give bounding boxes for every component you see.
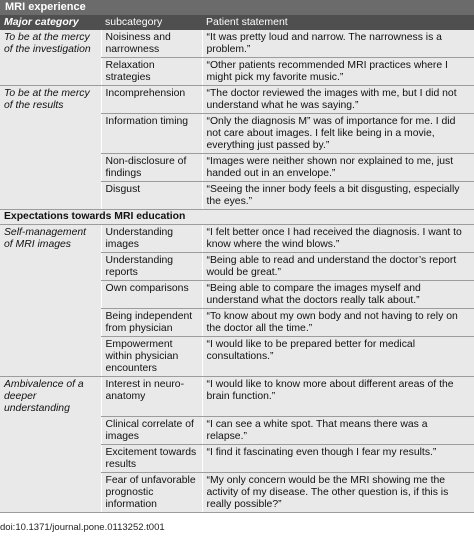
subcategory-cell: Being independent from physician <box>101 309 202 337</box>
major-category-cell <box>0 182 101 210</box>
header-major-category: Major category <box>0 15 101 30</box>
subcategory-cell: Interest in neuro-anatomy <box>101 377 202 417</box>
subcategory-cell: Fear of unfavorable prognostic information <box>101 472 202 512</box>
major-category-cell <box>0 281 101 309</box>
table-row <box>0 337 474 377</box>
major-category-cell <box>0 416 101 444</box>
statement-cell: “Being able to compare the images myself and understand what the doctors really talk about.” <box>202 281 474 309</box>
statement-cell: “Being able to read and understand the doctor’s report would be great.” <box>202 253 474 281</box>
major-category-cell <box>0 472 101 512</box>
subcategory-cell: Excitement towards results <box>101 444 202 472</box>
subcategory-cell: Information timing <box>101 114 202 154</box>
major-category-cell <box>0 309 101 337</box>
subcategory-cell: Non-disclosure of findings <box>101 154 202 182</box>
major-category-cell <box>0 58 101 86</box>
subcategory-cell: Understanding images <box>101 225 202 253</box>
statement-cell: “To know about my own body and not having to rely on the doctor all the time.” <box>202 309 474 337</box>
table-row <box>0 377 474 417</box>
major-category-cell <box>0 114 101 154</box>
statement-cell: “It was pretty loud and narrow. The narrowness is a problem.” <box>202 30 474 58</box>
subcategory-cell: Understanding reports <box>101 253 202 281</box>
statement-cell: “The doctor reviewed the images with me, but I did not understand what he was saying.” <box>202 86 474 114</box>
table-row <box>0 114 474 154</box>
table-row <box>0 472 474 512</box>
table-row <box>0 281 474 309</box>
major-category-cell: Self-management of MRI images <box>0 225 101 253</box>
major-category-cell: Ambivalence of a deeper understanding <box>0 377 101 417</box>
table-row <box>0 253 474 281</box>
subcategory-cell: Empowerment within physician encounters <box>101 337 202 377</box>
table-row <box>0 416 474 444</box>
subcategory-cell: Relaxation strategies <box>101 58 202 86</box>
major-category-cell <box>0 253 101 281</box>
statement-cell: “I felt better once I had received the diagnosis. I want to know where the wind blows.” <box>202 225 474 253</box>
table-row <box>0 225 474 253</box>
statement-cell: “Only the diagnosis M” was of importance for me. I did not care about images. I felt like being in a movie, everything just passed by.” <box>202 114 474 154</box>
statement-cell: “I would like to be prepared better for medical consultations.” <box>202 337 474 377</box>
table-row <box>0 58 474 86</box>
statement-cell: “I would like to know more about different areas of the brain function.” <box>202 377 474 417</box>
major-category-cell <box>0 154 101 182</box>
subcategory-cell: Incomprehension <box>101 86 202 114</box>
major-category-cell: To be at the mercy of the investigation <box>0 30 101 58</box>
doi-link[interactable]: doi:10.1371/journal.pone.0113252.t001 <box>0 522 165 533</box>
subcategory-cell: Clinical correlate of images <box>101 416 202 444</box>
statement-cell: “I find it fascinating even though I fear my results.” <box>202 444 474 472</box>
table-row <box>0 30 474 58</box>
header-row <box>0 15 474 30</box>
table-row <box>0 309 474 337</box>
statement-cell: “Images were neither shown nor explained to me, just handed out in an envelope.” <box>202 154 474 182</box>
subcategory-cell: Own comparisons <box>101 281 202 309</box>
subcategory-cell: Disgust <box>101 182 202 210</box>
section-title: Expectations towards MRI education <box>0 210 474 225</box>
section-row <box>0 210 474 225</box>
major-category-cell: To be at the mercy of the results <box>0 86 101 114</box>
table-row <box>0 86 474 114</box>
subcategory-cell: Noisiness and narrowness <box>101 30 202 58</box>
header-patient-statement: Patient statement <box>202 15 474 30</box>
statement-cell: “I can see a white spot. That means there was a relapse.” <box>202 416 474 444</box>
major-category-cell <box>0 444 101 472</box>
statement-cell: “Other patients recommended MRI practices where I might pick my favorite music.” <box>202 58 474 86</box>
major-category-cell <box>0 337 101 377</box>
statement-cell: “Seeing the inner body feels a bit disgusting, especially the eyes.” <box>202 182 474 210</box>
table-row <box>0 182 474 210</box>
table-title: MRI experience <box>0 0 474 15</box>
data-table <box>0 15 474 513</box>
table-row <box>0 154 474 182</box>
statement-cell: “My only concern would be the MRI showing me the activity of my disease. The other question is, if this is really possible?” <box>202 472 474 512</box>
table-row <box>0 444 474 472</box>
header-subcategory: subcategory <box>101 15 202 30</box>
